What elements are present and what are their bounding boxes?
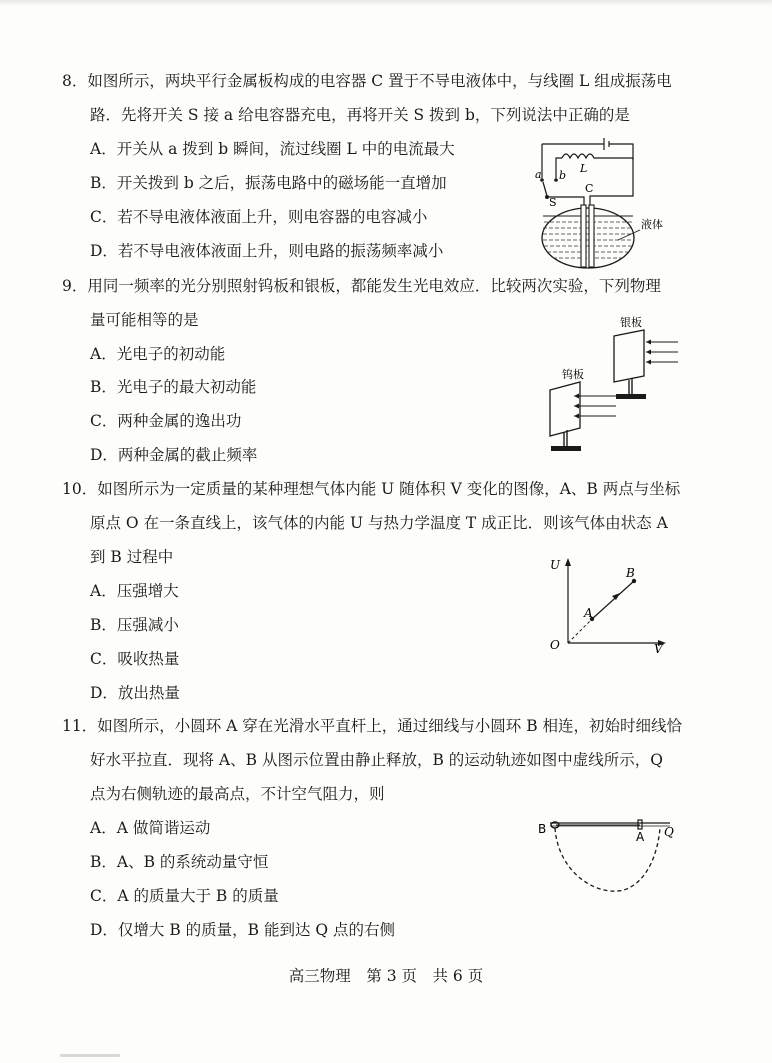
label-a: a (535, 168, 542, 181)
silver-light-arrows-icon (646, 340, 678, 365)
label-L: L (580, 162, 588, 175)
scan-mark (60, 1054, 120, 1057)
process-line-a-to-b (592, 581, 634, 619)
q10-stem-line-3: 到 B 过程中 (90, 548, 174, 566)
q11-stem-line-2: 好水平拉直．现将 A、B 从图示位置由静止释放，B 的运动轨迹如图中虚线所示，Q (90, 751, 663, 769)
silver-plate-base (616, 394, 646, 399)
label-silver-plate: 银板 (620, 316, 642, 329)
battery-icon (542, 138, 633, 160)
q11-ring-trajectory-figure (536, 812, 686, 902)
dashed-origin-line (568, 619, 592, 643)
ring-a-icon (638, 820, 642, 829)
capacitor-plate-right (589, 205, 594, 267)
tungsten-plate-base (551, 446, 581, 451)
page-footer: 高三物理 第 3 页 共 6 页 (288, 967, 484, 985)
label-tungsten-plate: 钨板 (562, 368, 584, 381)
q10-option-a: A．压强增大 (90, 582, 179, 600)
label-S: S (549, 196, 557, 209)
liquid-container-icon (542, 208, 634, 268)
label-liquid: 液体 (641, 218, 663, 231)
q8-option-b: B．开关拨到 b 之后，振荡电路中的磁场能一直增加 (90, 174, 447, 192)
label-A: A (584, 606, 593, 620)
q10-option-c: C．吸收热量 (90, 650, 180, 668)
label-Q: Q (664, 825, 674, 839)
q9-stem-line-1: 9．用同一频率的光分别照射钨板和银板，都能发生光电效应．比较两次实验，下列物理 (62, 277, 661, 295)
q9-option-b: B．光电子的最大初动能 (90, 378, 257, 396)
inductor-coil-icon (562, 154, 633, 158)
q11-stem-line-1: 11．如图所示，小圆环 A 穿在光滑水平直杆上，通过细线与小圆环 B 相连，初始时细线恰 (62, 717, 683, 735)
q11-option-a: A．A 做简谐运动 (90, 819, 211, 837)
silver-plate-icon (614, 330, 644, 382)
q10-stem-line-2: 原点 O 在一条直线上，该气体的内能 U 与热力学温度 T 成正比．则该气体由状态 A (90, 514, 668, 532)
q10-option-b: B．压强减小 (90, 616, 179, 634)
q9-photoelectric-figure (538, 312, 688, 458)
q8-option-d: D．若不导电液体液面上升，则电路的振荡频率减小 (90, 242, 444, 260)
q10-u-v-graph (542, 555, 672, 655)
q8-option-a: A．开关从 a 拨到 b 瞬间，流过线圈 L 中的电流最大 (90, 140, 455, 158)
q11-option-d: D．仅增大 B 的质量，B 能到达 Q 点的右侧 (90, 921, 396, 939)
q8-stem-line-2: 路．先将开关 S 接 a 给电容器充电，再将开关 S 拨到 b，下列说法中正确的是 (90, 106, 630, 124)
q8-option-c: C．若不导电液体液面上升，则电容器的电容减小 (90, 208, 428, 226)
label-A: A (636, 830, 645, 844)
page-top-edge (0, 0, 772, 6)
q9-option-d: D．两种金属的截止频率 (90, 446, 258, 464)
q9-option-c: C．两种金属的逸出功 (90, 412, 242, 430)
q9-option-a: A．光电子的初动能 (90, 345, 226, 363)
q8-lc-circuit-figure (528, 130, 678, 270)
label-O: O (550, 638, 560, 652)
label-V: V (654, 642, 663, 655)
tungsten-plate-icon (550, 382, 580, 436)
q11-stem-line-3: 点为右侧轨迹的最高点，不计空气阻力，则 (90, 785, 385, 803)
label-B: B (626, 566, 635, 580)
q9-stem-line-2: 量可能相等的是 (90, 311, 199, 329)
q10-option-d: D．放出热量 (90, 684, 180, 702)
trajectory-dashed-path (555, 828, 660, 891)
q8-stem-line-1: 8．如图所示，两块平行金属板构成的电容器 C 置于不导电液体中，与线圈 L 组成振荡电 (62, 72, 672, 90)
q10-stem-line-1: 10．如图所示为一定质量的某种理想气体内能 U 随体积 V 变化的图像，A、B 两点与坐标 (62, 480, 681, 498)
label-b: b (559, 169, 567, 182)
label-B: B (538, 822, 547, 836)
capacitor-plate-left (581, 205, 586, 267)
label-C: C (585, 182, 594, 195)
q11-option-b: B．A、B 的系统动量守恒 (90, 853, 269, 871)
q11-option-c: C．A 的质量大于 B 的质量 (90, 887, 279, 905)
switch-icon (543, 182, 547, 196)
label-U: U (550, 558, 561, 572)
